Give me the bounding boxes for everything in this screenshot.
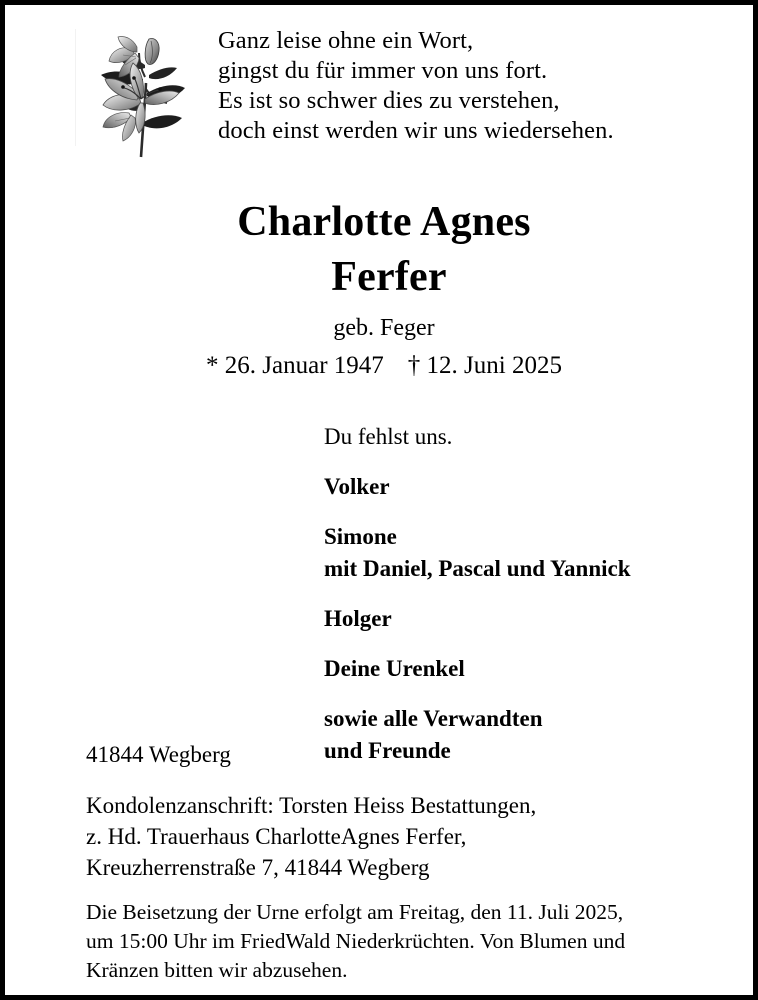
verse-line-2: gingst du für immer von uns fort. — [218, 57, 548, 84]
surname: Ferfer — [331, 254, 447, 300]
mourner-group — [324, 521, 744, 585]
mourners-intro: Du fehlst uns. — [324, 424, 453, 449]
mourners-block — [324, 422, 744, 767]
mourner-name-sub: und Freunde — [324, 738, 451, 763]
mourner-group — [324, 471, 744, 503]
notice-inner — [5, 5, 753, 995]
footer-line-2: um 15:00 Uhr im FriedWald Niederkrüchten. Von Blumen und — [86, 929, 626, 953]
mourner-name: Volker — [324, 474, 390, 499]
verse-block — [218, 26, 688, 146]
mourner-name: Deine Urenkel — [324, 656, 465, 681]
address-block — [86, 740, 726, 883]
condolence-line-2: z. Hd. Trauerhaus CharlotteAgnes Ferfer, — [86, 824, 467, 849]
birth-date: * 26. Januar 1947 — [206, 352, 384, 379]
mourner-name-sub: mit Daniel, Pascal und Yannick — [324, 556, 631, 581]
verse-line-3: Es ist so schwer dies zu verstehen, — [218, 87, 560, 114]
maiden-name: geb. Feger — [333, 315, 435, 341]
mourner-name: Holger — [324, 606, 392, 631]
funeral-details-note — [86, 898, 692, 985]
footer-line-1: Die Beisetzung der Urne erfolgt am Freitag, den 11. Juli 2025, — [86, 900, 624, 924]
mourner-group — [324, 653, 744, 685]
condolence-address — [86, 790, 726, 883]
mourner-group — [324, 603, 744, 635]
condolence-line-1: Kondolenzanschrift: Torsten Heiss Bestattungen, — [86, 793, 537, 818]
lily-flower-icon — [89, 31, 201, 159]
death-date: † 12. Juni 2025 — [407, 352, 562, 379]
mourner-name: Simone — [324, 524, 397, 549]
mourner-name: sowie alle Verwandten — [324, 706, 543, 731]
deceased-name-block — [5, 195, 758, 383]
city-line: 41844 Wegberg — [86, 742, 231, 767]
verse-line-1: Ganz leise ohne ein Wort, — [218, 27, 474, 54]
verse-line-4: doch einst werden wir uns wiedersehen. — [218, 117, 614, 144]
condolence-line-3: Kreuzherrenstraße 7, 41844 Wegberg — [86, 855, 430, 880]
footer-line-3: Kränzen bitten wir abzusehen. — [86, 958, 348, 982]
vertical-divider — [75, 29, 76, 146]
life-dates — [5, 349, 758, 383]
given-names: Charlotte Agnes — [237, 199, 531, 245]
